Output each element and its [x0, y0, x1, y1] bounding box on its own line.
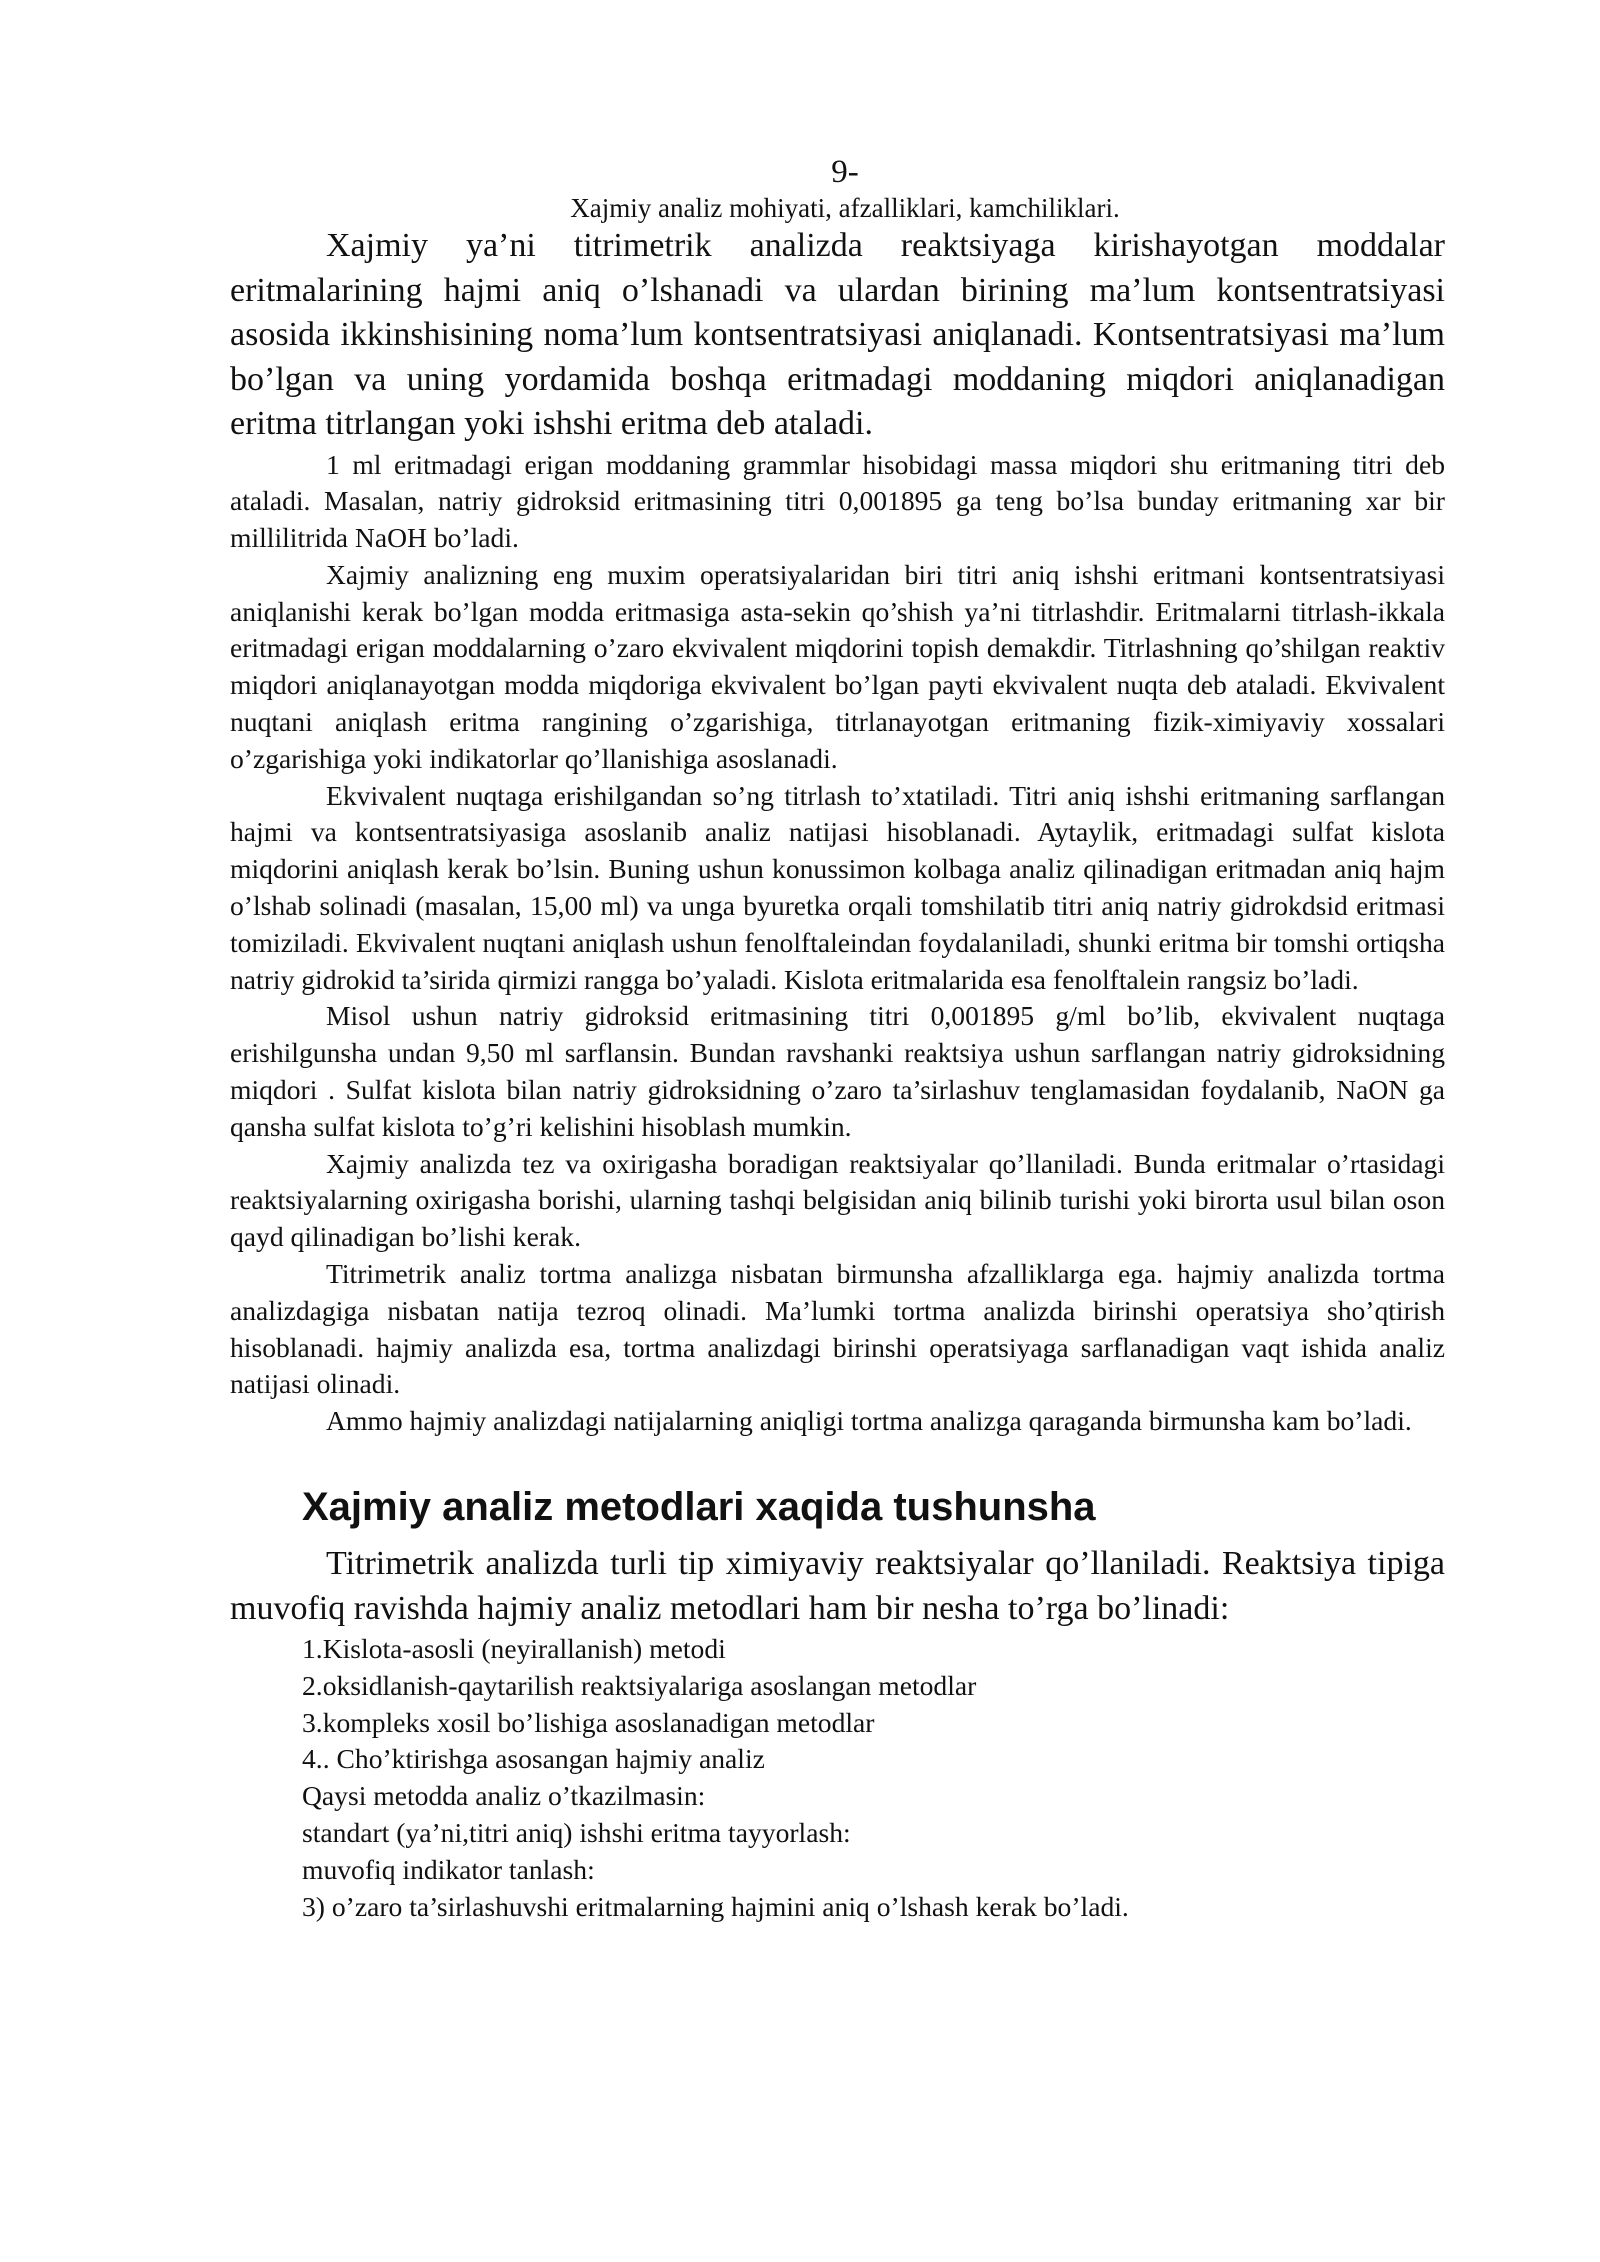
paragraph: Xajmiy analizda tez va oxirigasha boradigan reaktsiyalar qo’llaniladi. Bunda eritmalar o’rtasidagi reaktsiyalarning oxirigasha borishi, ularning tashqi belgisidan aniq bilinib turishi yoki birorta usul bilan oson qayd qilinadigan bo’lishi kerak.: [230, 1147, 1445, 1253]
list-item: 1.Kislota-asosli (neyirallanish) metodi: [302, 1633, 726, 1665]
paragraph: Ekvivalent nuqtaga erishilgandan so’ng titrlash to’xtatiladi. Titri aniq ishshi eritmaning sarflangan hajmi va kontsentratsiyasiga asoslanib analiz natijasi hisoblanadi. Aytaylik, eritmadagi sulfat kislota miqdorini aniqlash kerak bo’lsin. Buning ushun konussimon kolbaga analiz qilinadigan eritmadan aniq hajm o’lshab solinadi (masalan, 15,00 ml) va unga byuretka orqali tomshilatib titri aniq natriy gidrokdsid eritmasi tomiziladi. Ekvivalent nuqtani aniqlash ushun fenolftaleindan foydalaniladi, shunki eritma bir tomshi ortiqsha natriy gidrokid ta’sirida qirmizi rangga bo’yaladi. Kislota eritmalarida esa fenolftalein rangsiz bo’ladi.: [230, 779, 1445, 995]
paragraph: Xajmiy ya’ni titrimetrik analizda reaktsiyaga kirishayotgan moddalar eritmalarining hajmi aniq o’lshanadi va ulardan birining ma’lum kontsentratsiyasi asosida ikkinshisining noma’lum kontsentratsiyasi aniqlanadi. Kontsentratsiyasi ma’lum bo’lgan va uning yordamida boshqa eritmadagi moddaning miqdori aniqlanadigan eritma titrlangan yoki ishshi eritma deb ataladi.: [230, 227, 1445, 442]
section-subtitle: Xajmiy analiz mohiyati, afzalliklari, kamchiliklari.: [570, 193, 1120, 223]
list-item: 3.kompleks xosil bo’lishiga asoslanadigan metodlar: [302, 1706, 875, 1738]
paragraph: 1 ml eritmadagi erigan moddaning grammlar hisobidagi massa miqdori shu eritmaning titri deb ataladi. Masalan, natriy gidroksid eritmasining titri 0,001895 ga teng bo’lsa bunday eritmaning xar bir millilitrida NaOH bo’ladi.: [230, 448, 1445, 554]
list-item: 4.. Cho’ktirishga asosangan hajmiy analiz: [302, 1743, 765, 1775]
document-page: [230, 152, 1445, 1925]
list-item: muvofiq indikator tanlash:: [302, 1853, 595, 1885]
section-intro: Titrimetrik analizda turli tip ximiyaviy reaktsiyalar qo’llaniladi. Reaktsiya tipiga muvofiq ravishda hajmiy analiz metodlari ham bir nesha to’rga bo’linadi:: [230, 1545, 1445, 1627]
list-item: standart (ya’ni,titri aniq) ishshi eritma tayyorlash:: [302, 1817, 851, 1848]
method-list: [302, 1631, 1445, 1925]
page-number: 9-: [831, 154, 859, 190]
paragraph: Titrimetrik analiz tortma analizga nisbatan birmunsha afzalliklarga ega. hajmiy analizda tortma analizdagiga nisbatan natija tezroq olinadi. Ma’lumki tortma analizda birinshi operatsiya sho’qtirish hisoblanadi. hajmiy analizda esa, tortma analizdagi birinshi operatsiyaga sarflanadigan vaqt ishida analiz natijasi olinadi.: [230, 1258, 1445, 1400]
list-item: 2.oksidlanish-qaytarilish reaktsiyalariga asoslangan metodlar: [302, 1669, 977, 1701]
list-item: 3) o’zaro ta’sirlashuvshi eritmalarning hajmini aniq o’lshash kerak bo’ladi.: [302, 1890, 1129, 1922]
paragraph: Ammo hajmiy analizdagi natijalarning aniqligi tortma analizga qaraganda birmunsha kam bo’ladi.: [326, 1405, 1412, 1437]
paragraph: Misol ushun natriy gidroksid eritmasining titri 0,001895 g/ml bo’lib, ekvivalent nuqtaga erishilgunsha undan 9,50 ml sarflansin. Bundan ravshanki reaktsiya ushun sarflangan natriy gidroksidning miqdori . Sulfat kislota bilan natriy gidroksidning o’zaro ta’sirlashuv tenglamasidan foydalanib, NaON ga qansha sulfat kislota to’g’ri kelishini hisoblash mumkin.: [230, 1000, 1445, 1142]
list-item: Qaysi metodda analiz o’tkazilmasin:: [302, 1780, 706, 1812]
section-heading: Xajmiy analiz metodlari xaqida tushunsha: [302, 1485, 1096, 1530]
paragraph: Xajmiy analizning eng muxim operatsiyalaridan biri titri aniq ishshi eritmani kontsentratsiyasi aniqlanishi kerak bo’lgan modda eritmasiga asta-sekin qo’shish ya’ni titrlashdir. Eritmalarni titrlash-ikkala eritmadagi erigan moddalarning o’zaro ekvivalent miqdorini topish demakdir. Titrlashning qo’shilgan reaktiv miqdori aniqlanayotgan modda miqdoriga ekvivalent bo’lgan payti ekvivalent nuqta deb ataladi. Ekvivalent nuqtani aniqlash eritma rangining o’zgarishiga, titrlanayotgan eritmaning fizik-ximiyaviy xossalari o’zgarishiga yoki indikatorlar qo’llanishiga asoslanadi.: [230, 558, 1445, 774]
